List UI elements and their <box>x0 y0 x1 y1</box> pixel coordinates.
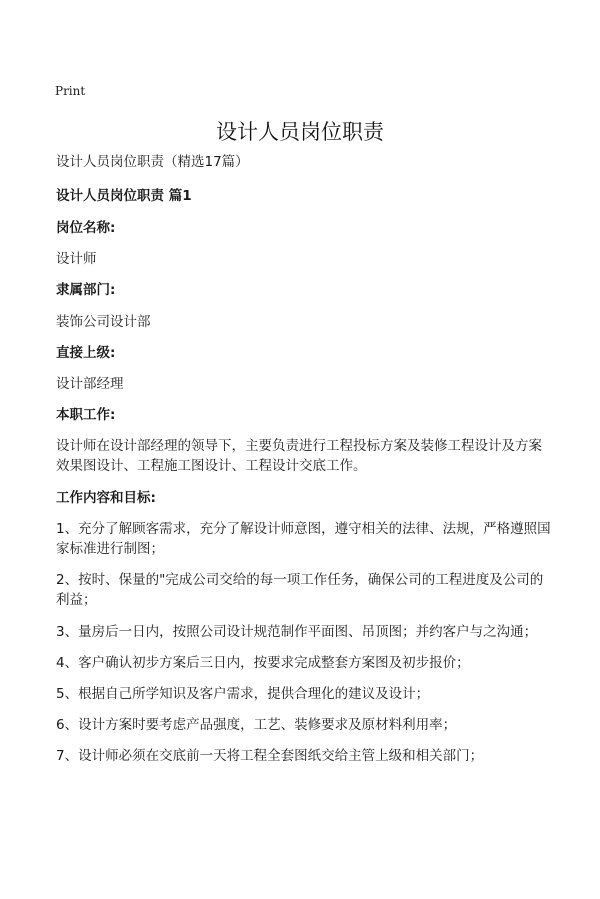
list-item: 4、客户确认初步方案后三日内，按要求完成整套方案图及初步报价； <box>56 655 470 671</box>
list-item: 5、根据自己所学知识及客户需求，提供合理化的建议及设计； <box>56 686 430 702</box>
list-item: 1、充分了解顾客需求，充分了解设计师意图，遵守相关的法律、法规，严格遵照国家标准进行制图； <box>56 521 551 557</box>
department-label: 隶属部门: <box>56 282 116 298</box>
document-subtitle: 设计人员岗位职责（精选17篇） <box>56 154 249 170</box>
list-item: 6、设计方案时要考虑产品强度，工艺、装修要求及原材料利用率； <box>56 717 457 733</box>
position-name-value: 设计师 <box>56 251 97 267</box>
position-name-label: 岗位名称: <box>56 220 116 236</box>
supervisor-label: 直接上级: <box>56 345 116 361</box>
print-label: Print <box>55 84 86 98</box>
list-item: 3、量房后一日内，按照公司设计规范制作平面图、吊顶图；并约客户与之沟通； <box>56 624 538 640</box>
duty-text: 设计师在设计部经理的领导下，主要负责进行工程投标方案及装修工程设计及方案效果图设计、工程施工图设计、工程设计交底工作。 <box>56 438 542 474</box>
list-item: 7、设计师必须在交底前一天将工程全套图纸交给主管上级和相关部门； <box>56 748 484 764</box>
list-item: 2、按时、保量的"完成公司交给的每一项工作任务，确保公司的工程进度及公司的利益； <box>56 572 544 608</box>
supervisor-value: 设计部经理 <box>56 376 124 392</box>
section-heading: 设计人员岗位职责 篇1 <box>56 188 192 204</box>
document-title: 设计人员岗位职责 <box>216 120 384 144</box>
duty-label: 本职工作: <box>56 407 116 423</box>
goals-label: 工作内容和目标: <box>56 490 156 506</box>
department-value: 装饰公司设计部 <box>56 314 151 330</box>
